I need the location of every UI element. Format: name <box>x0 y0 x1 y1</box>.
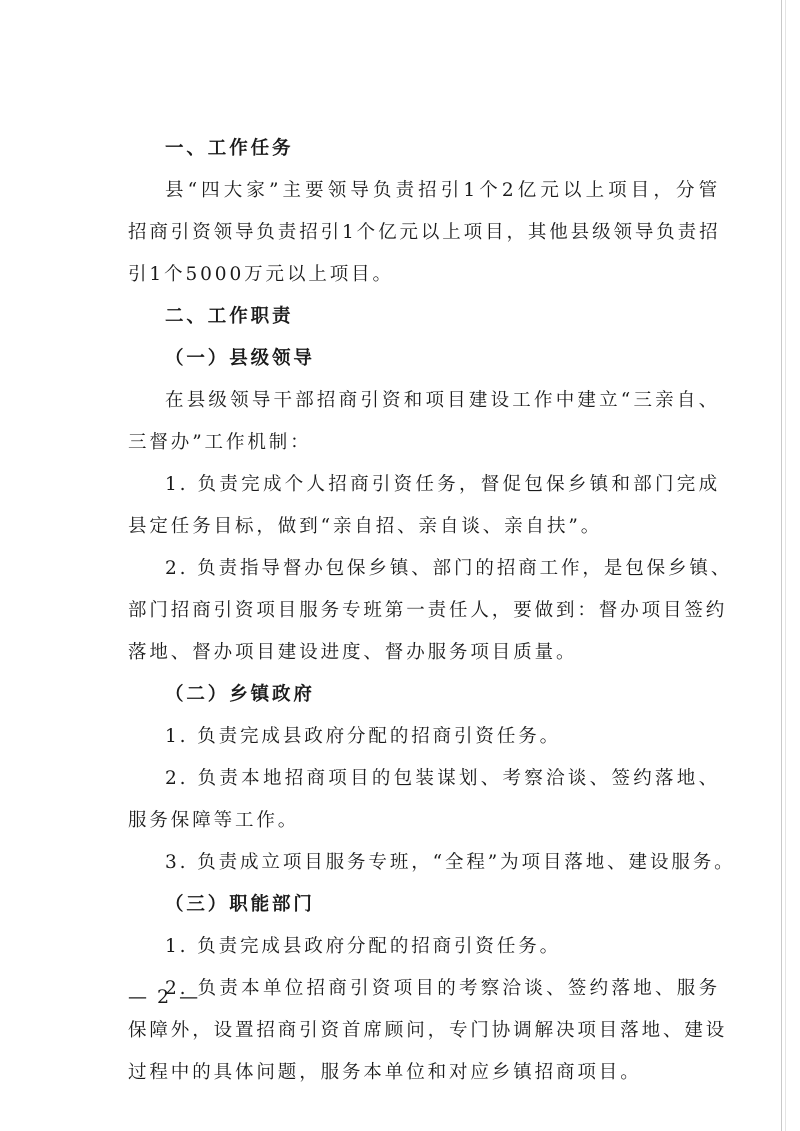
document-page <box>128 128 736 1094</box>
page-number: — 2 — <box>128 986 201 1008</box>
list-item-line: 部门招商引资项目服务专班第一责任人，要做到：督办项目签约 <box>128 600 728 621</box>
paragraph-line: 招商引资领导负责招引1个亿元以上项目，其他县级领导负责招 <box>128 222 721 243</box>
list-item-line: 保障外，设置招商引资首席顾问，专门协调解决项目落地、建设 <box>128 1020 728 1041</box>
paragraph-line: 引1个5000万元以上项目。 <box>128 264 394 285</box>
paragraph-line: 县“四大家”主要领导负责招引1个2亿元以上项目，分管 <box>165 180 720 201</box>
paragraph-line: 三督办”工作机制： <box>128 432 312 453</box>
list-item-line: 过程中的具体问题，服务本单位和对应乡镇招商项目。 <box>128 1062 642 1083</box>
subsection-heading-county-leaders: （一）县级领导 <box>165 348 315 369</box>
list-item-line: 2. 负责本地招商项目的包装谋划、考察洽谈、签约落地、 <box>165 768 720 789</box>
list-item-line: 落地、督办项目建设进度、督办服务项目质量。 <box>128 642 578 663</box>
section-heading-work-duties: 二、工作职责 <box>165 306 294 327</box>
scan-edge-line <box>781 0 782 1131</box>
list-item-line: 1. 负责完成县政府分配的招商引资任务。 <box>165 726 562 747</box>
paragraph-line: 在县级领导干部招商引资和项目建设工作中建立“三亲自、 <box>165 390 720 411</box>
list-item-line: 1. 负责完成个人招商引资任务，督促包保乡镇和部门完成 <box>165 474 720 495</box>
list-item-line: 县定任务目标，做到“亲自招、亲自谈、亲自扶”。 <box>128 516 603 537</box>
section-heading-work-tasks: 一、工作任务 <box>165 138 294 159</box>
subsection-heading-functional-departments: （三）职能部门 <box>165 894 315 915</box>
list-item-line: 3. 负责成立项目服务专班，“全程”为项目落地、建设服务。 <box>165 852 736 873</box>
list-item-line: 2. 负责指导督办包保乡镇、部门的招商工作，是包保乡镇、 <box>165 558 733 579</box>
list-item-line: 1. 负责完成县政府分配的招商引资任务。 <box>165 936 562 957</box>
scan-edge-line-secondary <box>785 0 786 1131</box>
list-item-line: 服务保障等工作。 <box>128 810 300 831</box>
list-item-line: 2. 负责本单位招商引资项目的考察洽谈、签约落地、服务 <box>165 978 720 999</box>
subsection-heading-township-government: （二）乡镇政府 <box>165 684 315 705</box>
